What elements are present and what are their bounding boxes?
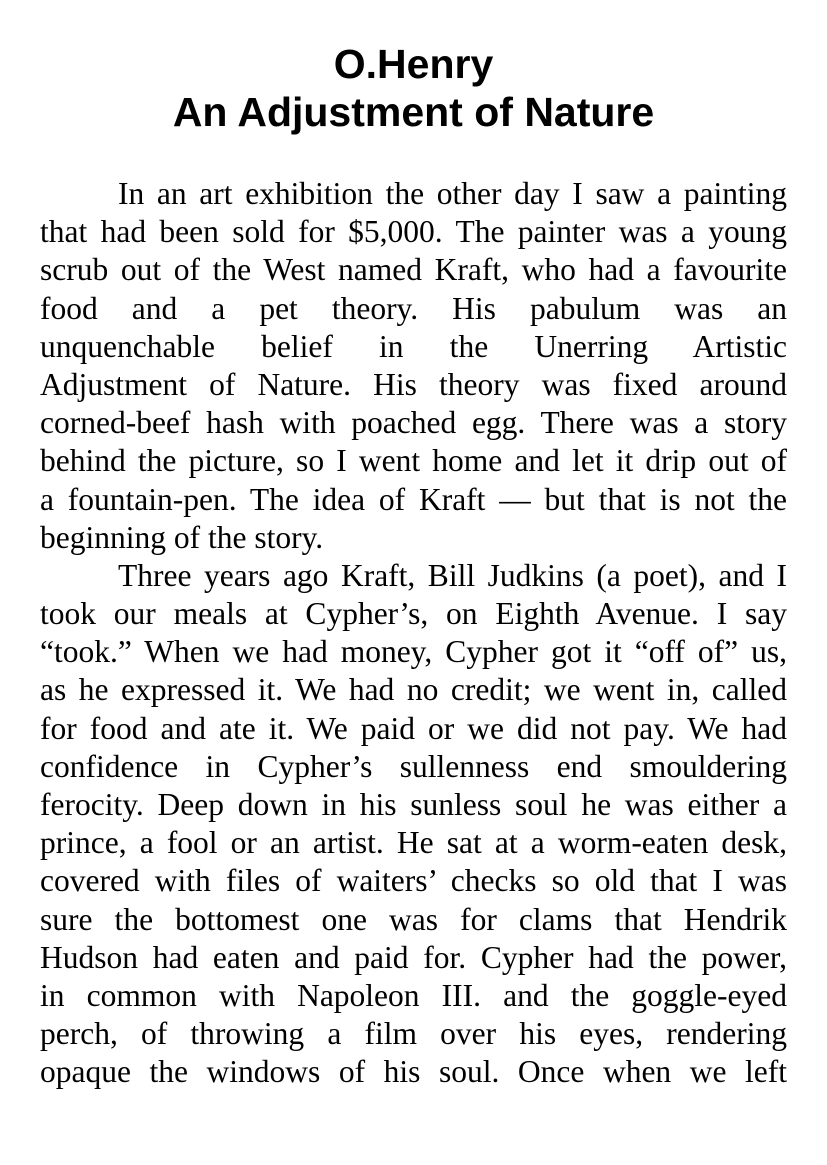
text-line: “took.” When we had money, Cypher got it “off of” us,: [40, 634, 787, 670]
text-line: covered with files of waiters’ checks so old that I was: [40, 863, 787, 899]
text-line: a fountain-pen. The idea of Kraft — but that is not the: [40, 481, 787, 517]
text-line: unquenchable belief in the Unerring Artistic: [40, 328, 787, 364]
text-line: in common with Napoleon III. and the goggle-eyed: [40, 977, 787, 1013]
text-line: that had been sold for $5,000. The painter was a young: [40, 214, 787, 250]
author-name: O.Henry: [333, 41, 494, 87]
paragraph-2: [40, 557, 787, 1092]
text-line: ferocity. Deep down in his sunless soul he was either a: [40, 787, 787, 822]
text-line: food and a pet theory. His pabulum was an: [40, 290, 787, 326]
text-line: scrub out of the West named Kraft, who had a favourite: [40, 252, 787, 288]
text-line: Hudson had eaten and paid for. Cypher had the power,: [40, 939, 787, 975]
text-line: as he expressed it. We had no credit; we went in, called: [40, 672, 787, 708]
story-body: [40, 175, 787, 1092]
text-line: for food and ate it. We paid or we did not pay. We had: [40, 710, 787, 746]
story-title: An Adjustment of Nature: [172, 89, 655, 135]
text-line: opaque the windows of his soul. Once when we left: [40, 1054, 787, 1090]
text-line: took our meals at Cypher’s, on Eighth Avenue. I say: [40, 596, 787, 632]
text-line: Three years ago Kraft, Bill Judkins (a poet), and I: [118, 557, 787, 593]
text-line: beginning of the story.: [40, 519, 324, 555]
title-block: [40, 40, 787, 136]
paragraph-1: [40, 175, 787, 557]
text-line: Adjustment of Nature. His theory was fixed around: [40, 366, 787, 402]
text-line: behind the picture, so I went home and let it drip out of: [40, 443, 787, 479]
text-line: sure the bottomest one was for clams that Hendrik: [40, 901, 787, 937]
document-page: [40, 40, 787, 1092]
text-line: perch, of throwing a film over his eyes, rendering: [40, 1016, 787, 1052]
text-line: In an art exhibition the other day I saw a painting: [118, 176, 787, 211]
text-line: prince, a fool or an artist. He sat at a worm-eaten desk,: [40, 825, 787, 861]
text-line: confidence in Cypher’s sullenness end smouldering: [40, 748, 787, 784]
text-line: corned-beef hash with poached egg. There was a story: [40, 405, 787, 441]
